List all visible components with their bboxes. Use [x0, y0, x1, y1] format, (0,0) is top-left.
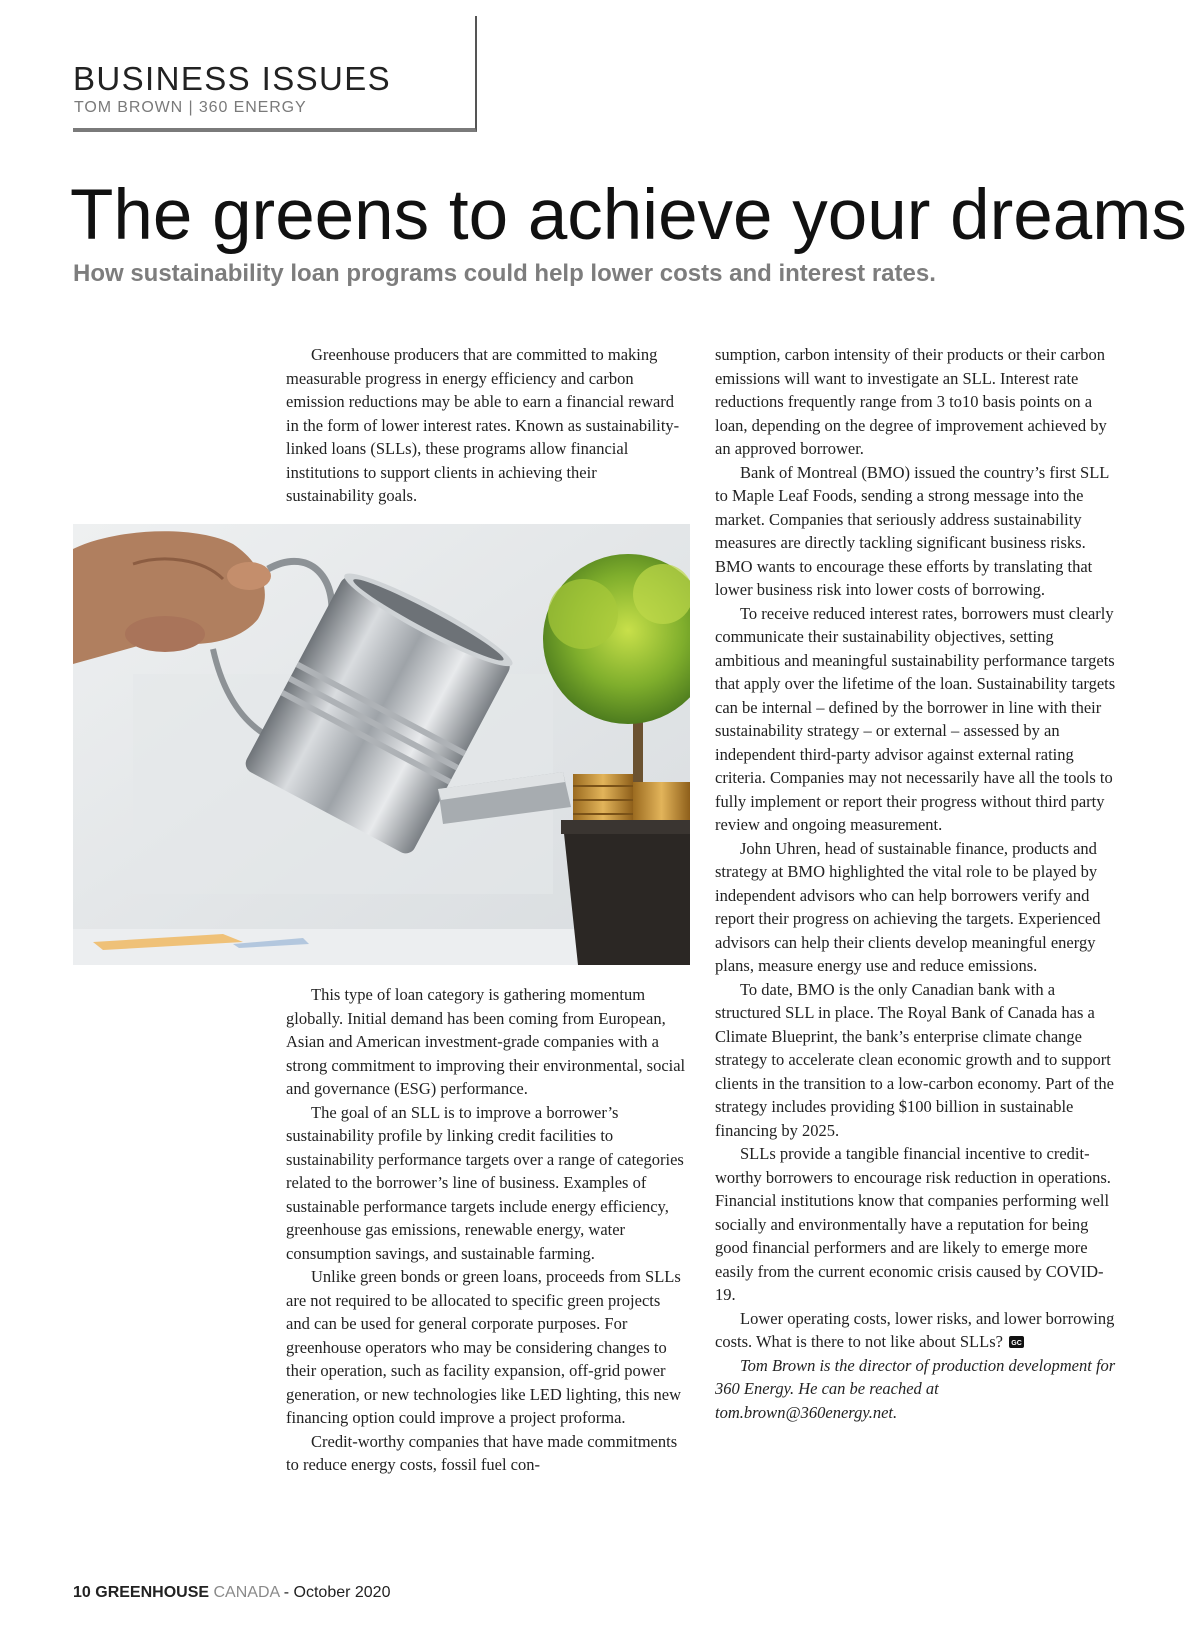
- paragraph: John Uhren, head of sustainable finance, products and strategy at BMO highlighted the vital role to be played by independent advisors who can help borrowers verify and report their progress on achieving the targets. Experienced advisors can help their clients develop meaningful energy plans, measure energy use and reduce emissions.: [715, 838, 1101, 975]
- watering-can-photo: [73, 524, 690, 965]
- magazine-name: GREENHOUSE: [95, 1584, 210, 1601]
- end-mark-text: GC: [1011, 1340, 1022, 1347]
- magazine-name-suffix: CANADA: [213, 1584, 280, 1601]
- column-2: [715, 343, 1120, 1424]
- section-label: BUSINESS ISSUES: [73, 60, 392, 97]
- author-bio: Tom Brown is the director of production development for 360 Energy. He can be reached at tom.brown@360energy.net.: [715, 1355, 1116, 1422]
- closing-text: Lower operating costs, lower risks, and lower borrowing costs. What is there to not like about SLLs?: [715, 1308, 1115, 1351]
- article-headline: The greens to achieve your dreams: [70, 176, 1187, 255]
- end-mark-icon: [1009, 1336, 1024, 1348]
- paragraph: Unlike green bonds or green loans, proceeds from SLLs are not required to be allocated to specific green projects and can be used for general corporate purposes. For greenhouse operators who may be considering changes to their operation, such as facility expansion, off-grid power generation, or new technologies like LED lighting, this new financing option could improve a project proforma.: [286, 1267, 681, 1427]
- byline: TOM BROWN | 360 ENERGY: [74, 99, 307, 116]
- page-number: 10: [73, 1584, 91, 1601]
- closing-paragraph: [715, 1307, 1120, 1354]
- paragraph: To receive reduced interest rates, borrowers must clearly communicate their sustainability objectives, setting ambitious and meaningful sustainability performance targets that apply over the lifetime of the loan. Sustainability targets can be internal – defined by the borrower in line with their sustainability strategy – or external – assessed by an independent third-party advisor against external rating criteria. Companies may not necessarily have all the tools to fully implement or report their progress without third party review and ongoing measurement.: [715, 603, 1116, 834]
- article-deck: How sustainability loan programs could help lower costs and interest rates.: [73, 260, 936, 287]
- paragraph: The goal of an SLL is to improve a borrower’s sustainability profile by linking credit facilities to sustainability performance targets over a range of categories related to the borrower’s line of business. Examples of sustainable performance targets include energy efficiency, greenhouse gas emissions, renewable energy, water consumption savings, and sustainable farming.: [286, 1102, 684, 1263]
- paragraph: This type of loan category is gathering momentum globally. Initial demand has been coming from European, Asian and American investment-grade companies with a strong commitment to improving their environmental, social and governance (ESG) performance.: [286, 985, 686, 1098]
- column-1-top: [286, 343, 686, 508]
- paragraph: Credit-worthy companies that have made commitments to reduce energy costs, fossil fuel con-: [286, 1431, 678, 1474]
- paragraph: To date, BMO is the only Canadian bank with a structured SLL in place. The Royal Bank of Canada has a Climate Blueprint, the bank’s enterprise climate change strategy to accelerate clean economic growth and to support clients in the transition to a low-carbon economy. Part of the strategy includes providing $100 billion in sustainable financing by 2025.: [715, 979, 1114, 1140]
- page-footer: [73, 1584, 390, 1602]
- paragraph: Bank of Montreal (BMO) issued the country’s first SLL to Maple Leaf Foods, sending a strong message into the market. Companies that seriously address sustainability measures are directly tackling significant business risks. BMO wants to encourage these efforts by translating that lower business risk into lower costs of borrowing.: [715, 462, 1109, 599]
- column-1-bottom: [286, 983, 686, 1477]
- paragraph: sumption, carbon intensity of their products or their carbon emissions will want to investigate an SLL. Interest rate reductions frequently range from 3 to10 basis points on a loan, depending on the degree of improvement achieved by an approved borrower.: [715, 345, 1107, 458]
- paragraph: SLLs provide a tangible financial incentive to credit-worthy borrowers to encourage risk reduction in operations. Financial institutions know that companies performing well socially and environmentally have a reputation for being good financial performers and are likely to emerge more easily from the current economic crisis caused by COVID-19.: [715, 1144, 1111, 1304]
- issue-date: - October 2020: [283, 1584, 391, 1601]
- paragraph: Greenhouse producers that are committed to making measurable progress in energy efficiency and carbon emission reductions may be able to earn a financial reward in the form of lower interest rates. Known as sustainability-linked loans (SLLs), these programs allow financial institutions to support clients in achieving their sustainability goals.: [286, 345, 680, 505]
